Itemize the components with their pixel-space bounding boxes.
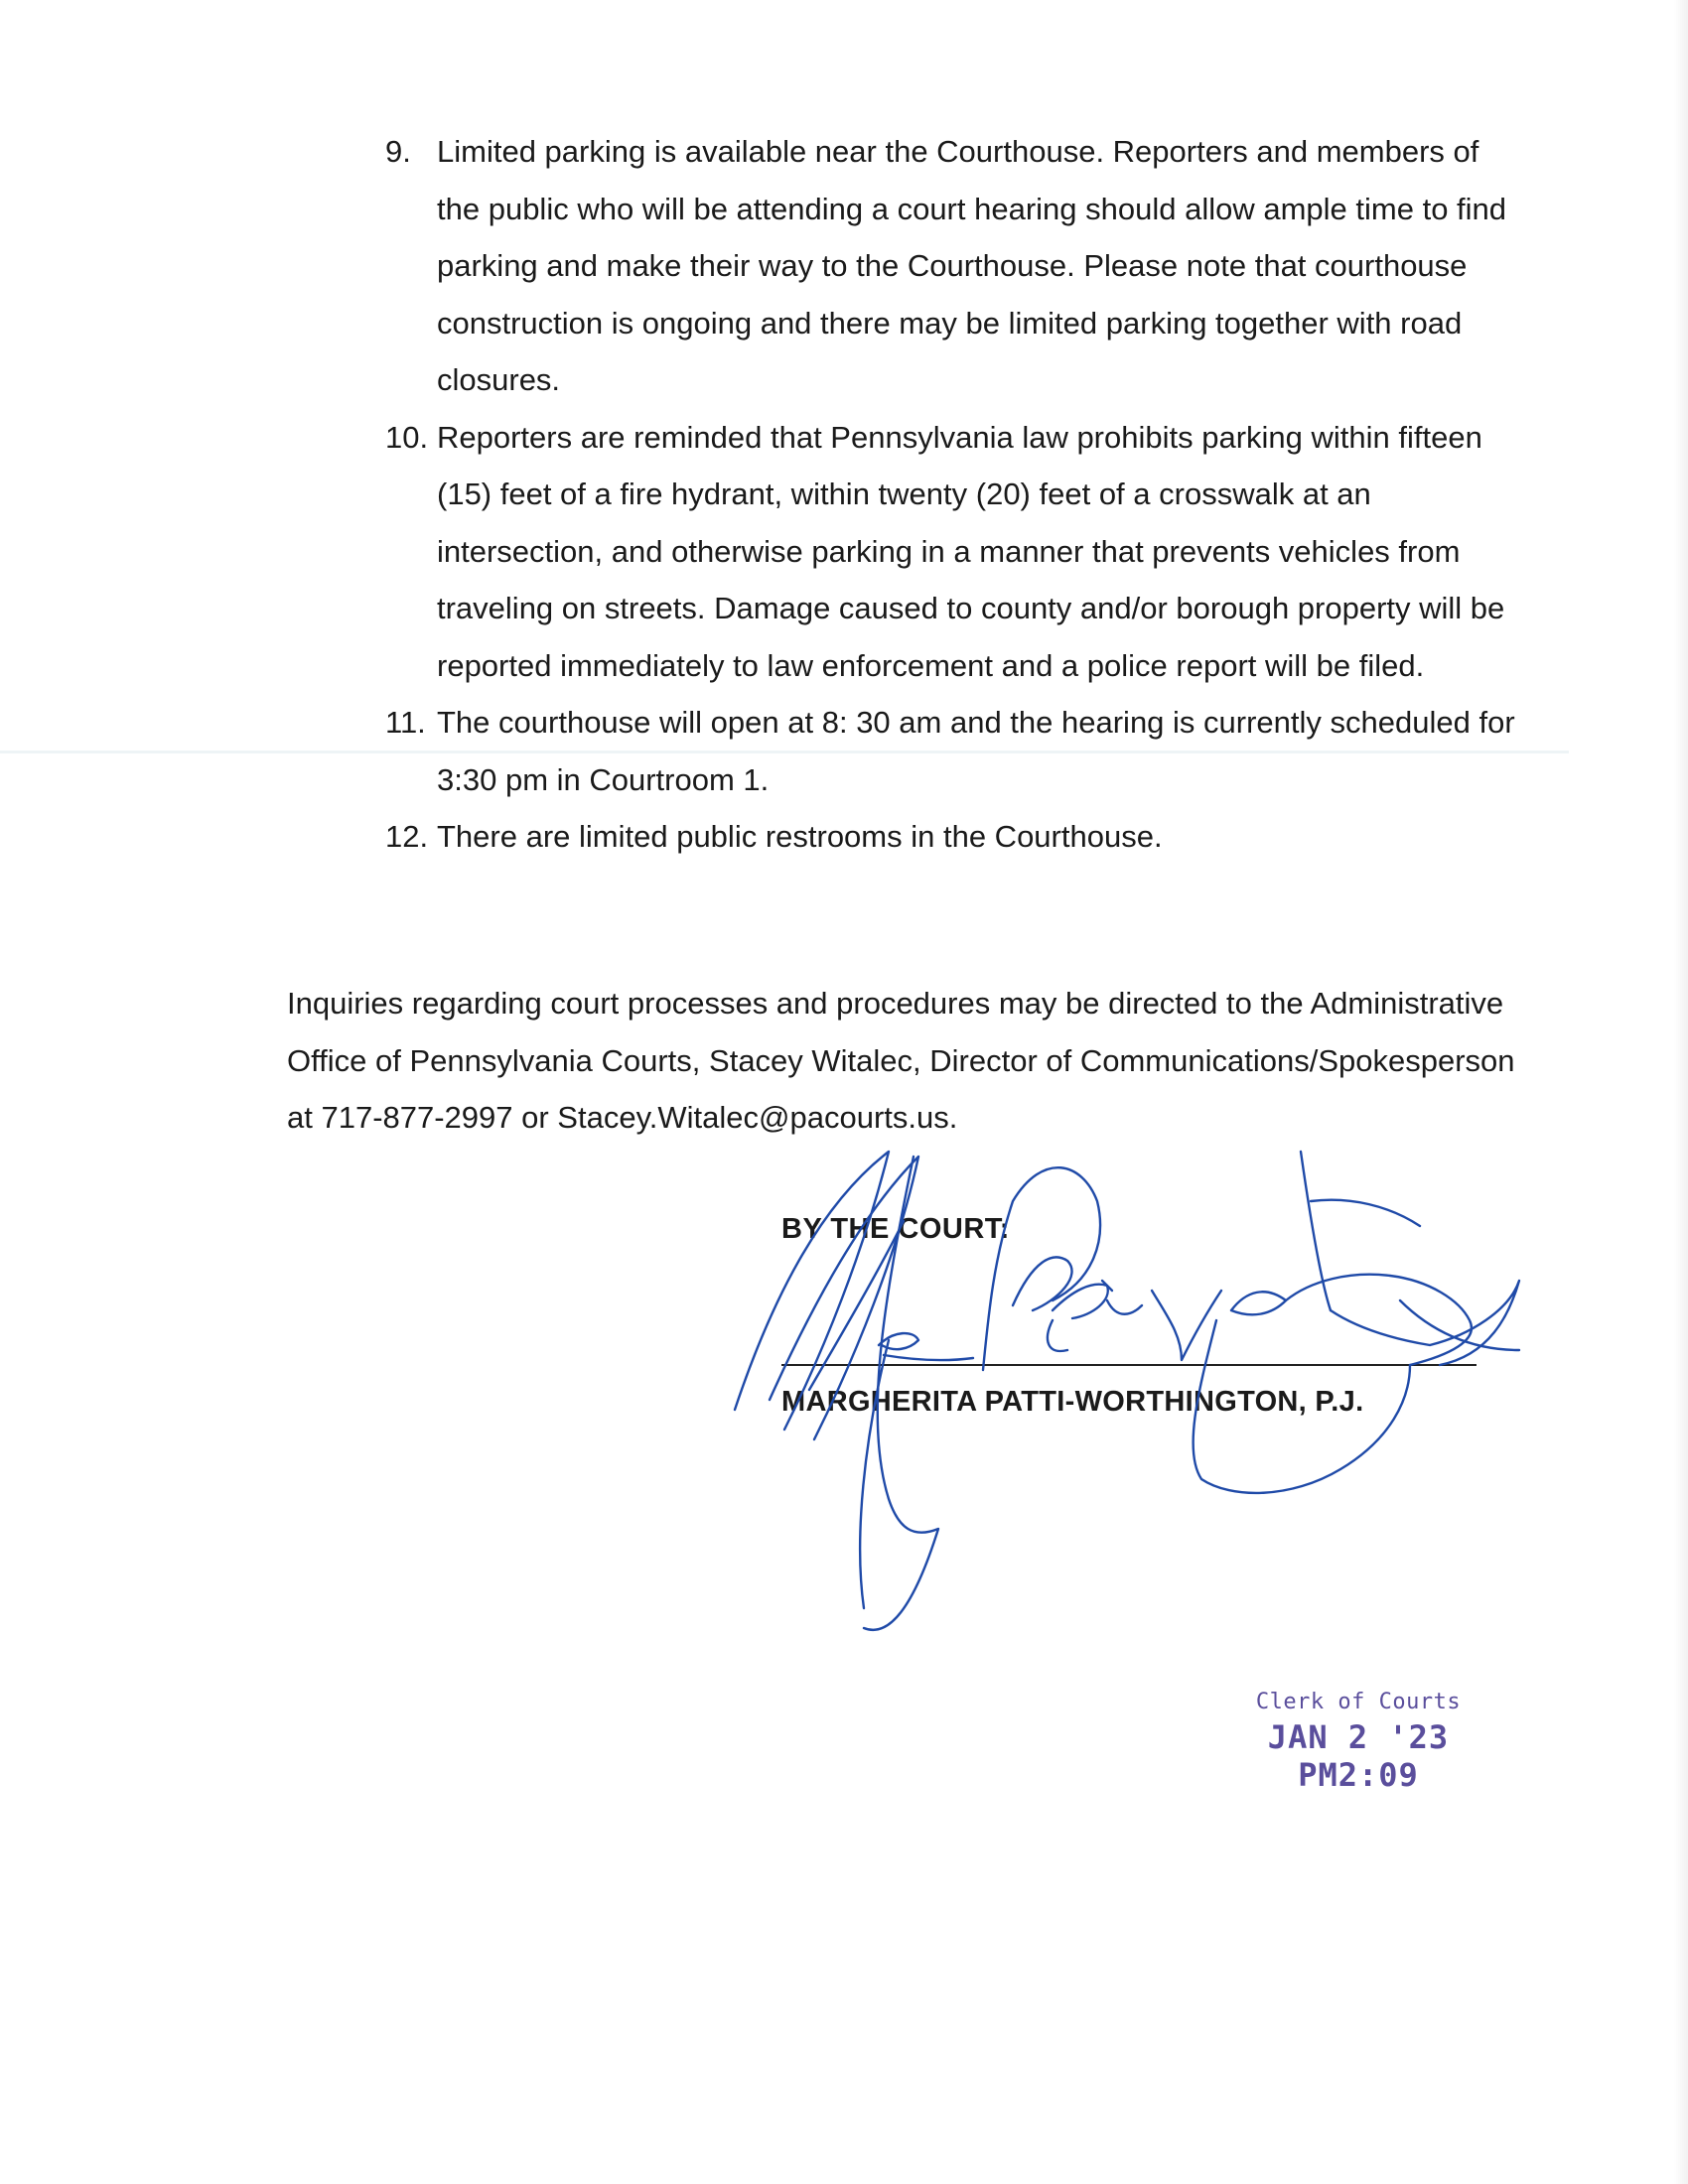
list-item-number: 10. [385, 419, 429, 455]
list-item-text: There are limited public restrooms in the Courthouse. [437, 819, 1163, 854]
list-item-9 [385, 123, 1527, 409]
list-item-text: Limited parking is available near the Courthouse. Reporters and members of the public who will be attending a court hearing should allow ample time to find parking and make their way to the Courthouse. Please note that courthouse construction is ongoing and there may be limited parking together with road closures. [437, 134, 1507, 397]
list-item-10 [385, 409, 1527, 695]
list-item-number: 12. [385, 819, 429, 854]
stamp-date: JAN 2 '23 PM2:09 [1267, 1718, 1450, 1794]
list-item-number: 9. [385, 134, 411, 169]
list-item-11 [385, 694, 1527, 808]
by-the-court-label: BY THE COURT: [781, 1213, 1010, 1245]
scan-edge [1674, 0, 1688, 2184]
list-item-text: The courthouse will open at 8: 30 am and the hearing is currently scheduled for 3:30 pm in Courtroom 1. [437, 705, 1515, 797]
stamp-office: Clerk of Courts [1255, 1690, 1462, 1714]
judge-name: MARGHERITA PATTI-WORTHINGTON, P.J. [781, 1386, 1364, 1418]
list-item-12 [385, 808, 1527, 866]
list-item-text: Reporters are reminded that Pennsylvania law prohibits parking within fifteen (15) feet of a fire hydrant, within twenty (20) feet of a crosswalk at an intersection, and otherwise parking in a manner that prevents vehicles from traveling on streets. Damage caused to county and/or borough property will be reported immediately to law enforcement and a police report will be filed. [437, 419, 1505, 683]
list-item-number: 11. [385, 705, 426, 740]
numbered-list [385, 123, 1527, 866]
inquiry-paragraph: Inquiries regarding court processes and procedures may be directed to the Administrative Office of Pennsylvania Courts, Stacey Witalec, Director of Communications/Spokesperson at 717-877-2997 or Stacey.Witalec@pacourts.us. [287, 986, 1515, 1135]
clerk-stamp [1229, 1690, 1487, 1794]
signature-line [781, 1364, 1477, 1366]
